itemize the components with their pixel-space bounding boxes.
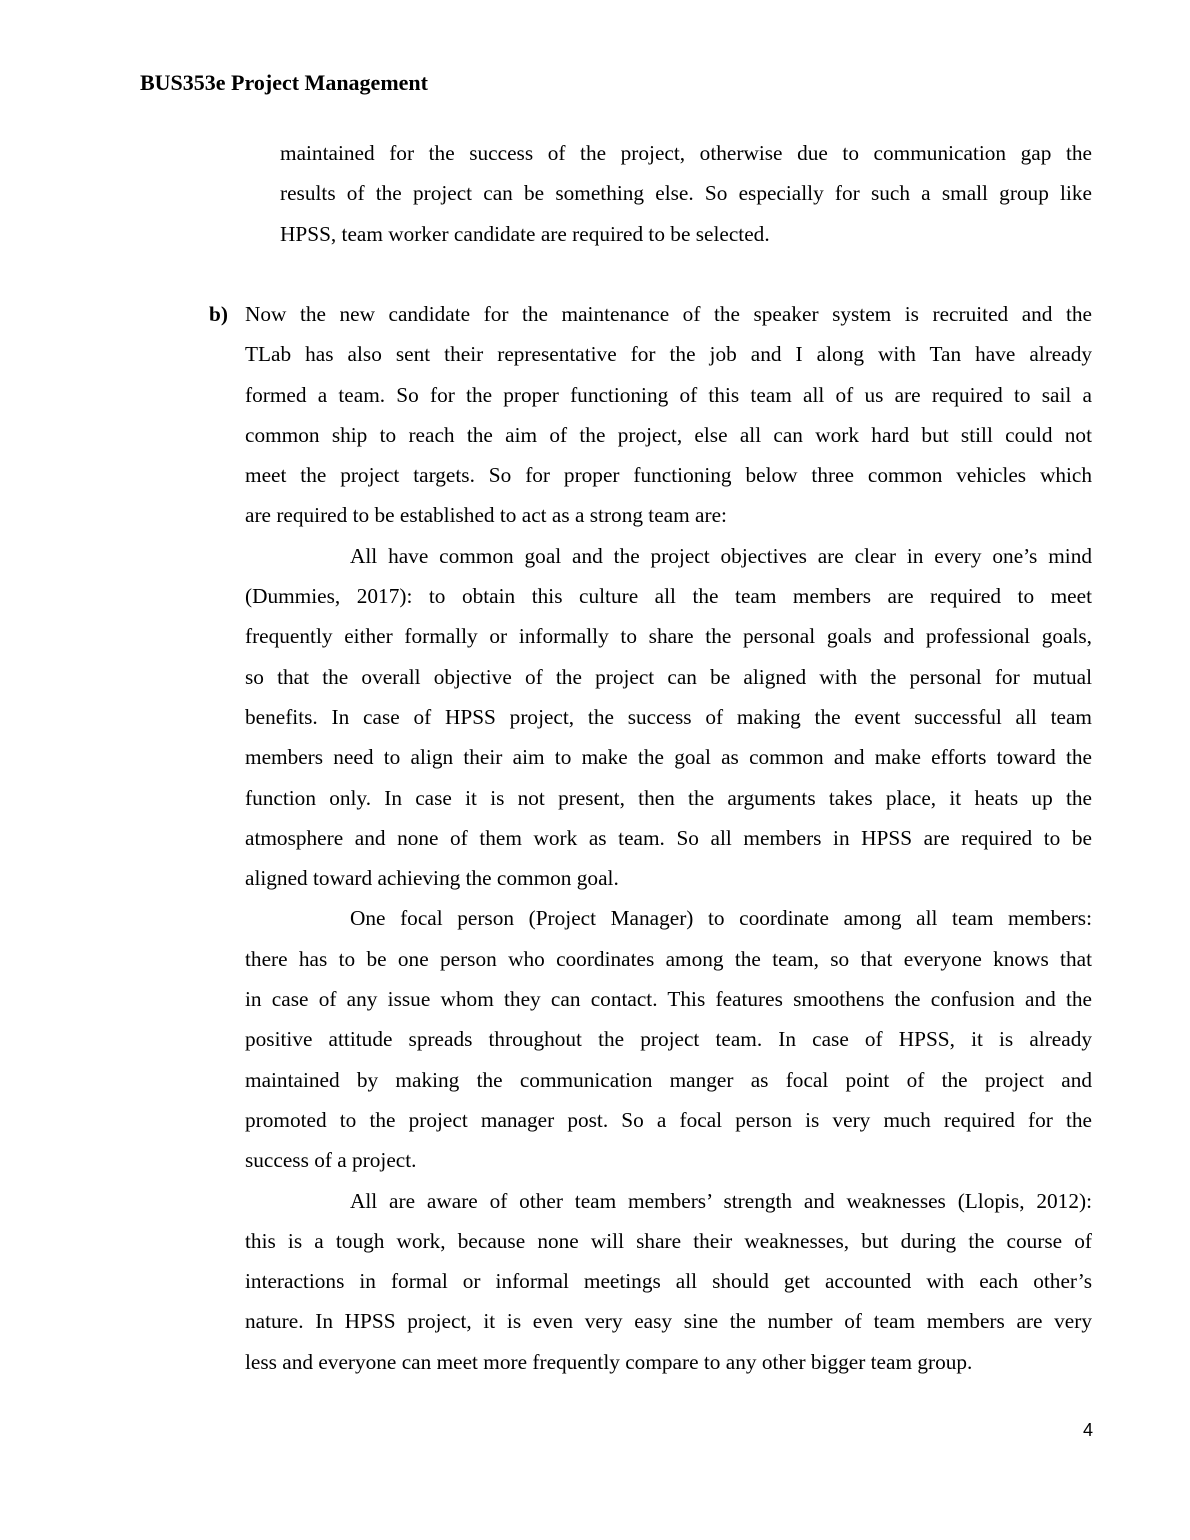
text-line: this is a tough work, because none will share their weaknesses, but during the course of bbox=[245, 1228, 1092, 1253]
text-line: maintained for the success of the project, otherwise due to communication gap the bbox=[280, 141, 1092, 165]
text-line: common ship to reach the aim of the project, else all can work hard but still could not bbox=[245, 422, 1092, 447]
paragraph bbox=[245, 294, 1092, 536]
text-line: so that the overall objective of the project can be aligned with the personal for mutual bbox=[245, 664, 1092, 689]
text-line: members need to align their aim to make the goal as common and make efforts toward the bbox=[245, 745, 1092, 770]
page-number: 4 bbox=[1083, 1420, 1094, 1440]
text-line: there has to be one person who coordinates among the team, so that everyone knows that bbox=[245, 946, 1092, 971]
text-line: in case of any issue whom they can contact. This features smoothens the confusion and the bbox=[245, 987, 1092, 1012]
text-line: atmosphere and none of them work as team. So all members in HPSS are required to be bbox=[245, 825, 1092, 850]
paragraph bbox=[245, 898, 1092, 1180]
text-line: interactions in formal or informal meetings all should get accounted with each other’s bbox=[245, 1269, 1092, 1294]
text-line: function only. In case it is not present, then the arguments takes place, it heats up the bbox=[245, 785, 1092, 810]
text-line: Now the new candidate for the maintenance of the speaker system is recruited and the bbox=[245, 302, 1092, 326]
text-line: One focal person (Project Manager) to coordinate among all team members: bbox=[350, 906, 1092, 931]
document-header: BUS353e Project Management bbox=[140, 70, 428, 95]
text-line: are required to be established to act as a strong team are: bbox=[245, 503, 727, 528]
text-line: less and everyone can meet more frequently compare to any other bigger team group. bbox=[245, 1349, 973, 1374]
text-line: benefits. In case of HPSS project, the success of making the event successful all team bbox=[245, 704, 1092, 729]
text-line: All have common goal and the project objectives are clear in every one’s mind bbox=[350, 543, 1092, 568]
text-line: (Dummies, 2017): to obtain this culture all the team members are required to meet bbox=[245, 584, 1092, 609]
text-line: formed a team. So for the proper functioning of this team all of us are required to sail a bbox=[245, 382, 1092, 407]
text-line: All are aware of other team members’ strength and weaknesses (Llopis, 2012): bbox=[350, 1188, 1092, 1213]
text-line: HPSS, team worker candidate are required to be selected. bbox=[280, 221, 770, 246]
section-label: b) bbox=[209, 302, 228, 326]
text-line: promoted to the project manager post. So a focal person is very much required for the bbox=[245, 1107, 1092, 1132]
continuation-paragraph bbox=[280, 133, 1092, 254]
text-line: meet the project targets. So for proper functioning below three common vehicles which bbox=[245, 463, 1092, 488]
text-line: nature. In HPSS project, it is even very easy sine the number of team members are very bbox=[245, 1309, 1092, 1334]
paragraph bbox=[245, 536, 1092, 899]
text-line: TLab has also sent their representative for the job and I along with Tan have already bbox=[245, 342, 1092, 367]
text-line: results of the project can be something else. So especially for such a small group like bbox=[280, 181, 1092, 206]
section-b-body bbox=[245, 294, 1092, 1382]
text-line: success of a project. bbox=[245, 1148, 417, 1173]
text-line: maintained by making the communication manger as focal point of the project and bbox=[245, 1067, 1092, 1092]
text-line: positive attitude spreads throughout the project team. In case of HPSS, it is already bbox=[245, 1027, 1092, 1052]
text-line: aligned toward achieving the common goal. bbox=[245, 866, 619, 891]
text-line: frequently either formally or informally to share the personal goals and professional goals, bbox=[245, 624, 1092, 649]
paragraph bbox=[245, 1181, 1092, 1382]
